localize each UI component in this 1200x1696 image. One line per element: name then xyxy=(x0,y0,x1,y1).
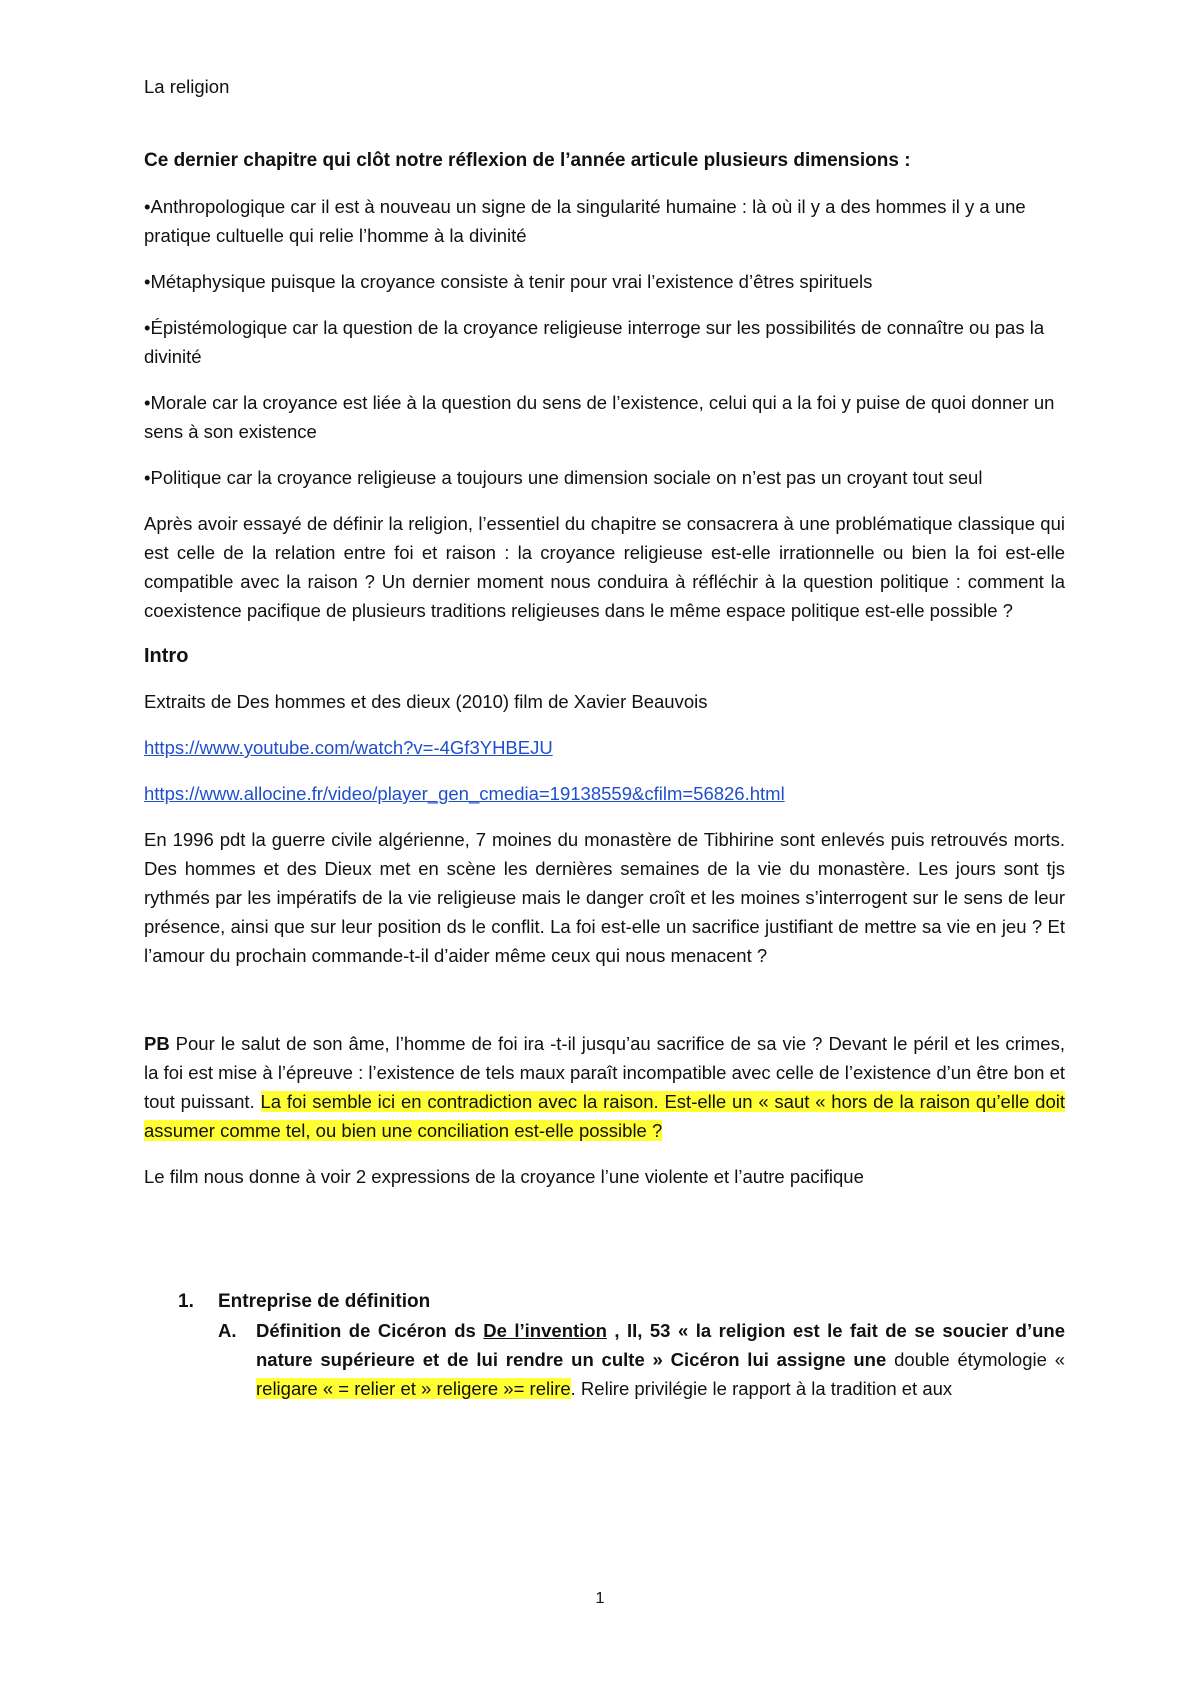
film-expressions-line: Le film nous donne à voir 2 expressions de la croyance l’une violente et l’autre pacifique xyxy=(144,1166,864,1187)
page-number: 1 xyxy=(595,1590,605,1607)
intro-heading: Intro xyxy=(144,645,189,667)
dimension-metaphysique: •Métaphysique puisque la croyance consiste à tenir pour vrai l’existence d’êtres spirituels xyxy=(144,271,873,292)
section-a-work-title: De l’invention xyxy=(483,1320,607,1341)
section-a-tail: . Relire privilégie le rapport à la tradition et aux xyxy=(570,1378,953,1399)
allocine-link[interactable]: https://www.allocine.fr/video/player_gen_cmedia=19138559&cfilm=56826.html xyxy=(144,783,785,804)
document-body xyxy=(144,146,1065,1403)
problem-text: Pour le salut de son âme, l’homme de foi ira -t-il jusqu’au sacrifice de sa vie ? Devant le péril et les crimes, la foi est mise à l’épreuve : l’existence de tels maux paraît incompatible avec celle de l’existence d’un être bon et tout puissant. xyxy=(144,1033,1065,1112)
plan-paragraph: Après avoir essayé de définir la religion, l’essentiel du chapitre se consacrera à une problématique classique qui est celle de la relation entre foi et raison : la croyance religieuse est-elle irrationnelle ou bien la foi est-elle compatible avec la raison ? Un dernier moment nous conduira à réfléchir à la question politique : comment la coexistence pacifique de plusieurs traditions religieuses dans le même espace politique est-elle possible ? xyxy=(144,513,1065,621)
problem-highlight: La foi semble ici en contradiction avec la raison. Est-elle un « saut « hors de la raison qu’elle doit assumer comme tel, ou bien une conciliation est-elle possible ? xyxy=(144,1091,1065,1141)
dimension-politique: •Politique car la croyance religieuse a toujours une dimension sociale on n’est pas un croyant tout seul xyxy=(144,467,983,488)
section-1-title: Entreprise de définition xyxy=(218,1291,431,1312)
problem-paragraph xyxy=(144,1029,1065,1145)
section-1-heading xyxy=(144,1287,1065,1316)
section-a-letter: A. xyxy=(218,1320,237,1341)
dimension-morale: •Morale car la croyance est liée à la question du sens de l’existence, celui qui a la foi y puise de quoi donner un sens à son existence xyxy=(144,392,1055,442)
problem-label: PB xyxy=(144,1033,170,1054)
dimension-epistemologique: •Épistémologique car la question de la croyance religieuse interroge sur les possibilités de connaître ou pas la divinité xyxy=(144,317,1045,367)
section-a-bold-end: , II, 53 « la religion est le fait de se soucier d’une nature supérieure et de lui rendre un culte » Cicéron lui assigne une xyxy=(256,1320,1065,1370)
section-1-number: 1. xyxy=(178,1291,194,1312)
section-a-paragraph xyxy=(144,1316,1065,1403)
page-header: La religion xyxy=(144,76,230,97)
youtube-link[interactable]: https://www.youtube.com/watch?v=-4Gf3YHBEJU xyxy=(144,737,553,758)
film-summary: En 1996 pdt la guerre civile algérienne, 7 moines du monastère de Tibhirine sont enlevés puis retrouvés morts. Des hommes et des Dieux met en scène les dernières semaines de la vie du monastère. Les jours sont tjs rythmés par les impératifs de la vie religieuse mais le danger croît et les moines s’interrogent sur le sens de leur présence, ainsi que sur leur position ds le conflit. La foi est-elle un sacrifice justifiant de mettre sa vie en jeu ? Et l’amour du prochain commande-t-il d’aider même ceux qui nous menacent ? xyxy=(144,829,1065,966)
chapter-intro: Ce dernier chapitre qui clôt notre réflexion de l’année articule plusieurs dimensions : xyxy=(144,150,911,171)
dimension-anthropologique: •Anthropologique car il est à nouveau un signe de la singularité humaine : là où il y a des hommes il y a une pratique cultuelle qui relie l’homme à la divinité xyxy=(144,196,1026,246)
extract-line: Extraits de Des hommes et des dieux (2010) film de Xavier Beauvois xyxy=(144,691,708,712)
section-a-etymology: double étymologie « xyxy=(886,1349,1065,1370)
section-a-highlight: religare « = relier et » religere »= relire xyxy=(256,1378,571,1399)
section-a-bold-start: Définition de Cicéron ds xyxy=(256,1320,484,1341)
